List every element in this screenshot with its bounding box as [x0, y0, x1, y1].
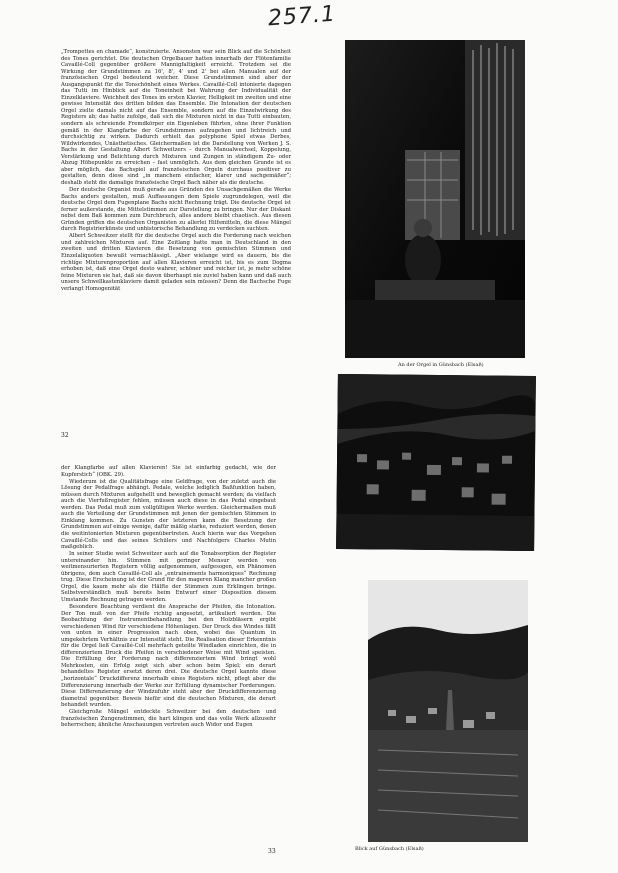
paragraph: Albert Schweitzer stellt für die deutsche Orgel auch die Forderung nach weichen und zahlreichen Mixturen auf. Eine Zeitlang hatte man in Deutschland in den zweiten und dritten Klavieren die Besetzung von gemischten Stimmen und Einzelaliquoten bewußt vernachlässigt. „Aber wielange wird es dauern, bis die richtige Mixturenproportion auf allen Klavieren erreicht ist, bis es zum Dogma erhoben ist, daß eine Orgel desto wahrer, schöner und reicher ist, je mehr schöne feine Mixturen sie hat, daß sie davon überhaupt nie zuviel haben kann und daß auch unsere Schwellkastenklaviere damit geladen sein müssen? Denn die Bachsche Fuge verlangt Homogenität [61, 233, 291, 292]
paragraph: Besondere Beachtung verdient die Ansprache der Pfeifen, die Intonation. Der Ton muß von der Pfeife richtig angesetzt, artikuliert werden. Die Beobachtung der Instrumentbehandlung bei den Holzbläsern ergibt verschiedenen Wind für verschiedene Höhenlagen. Der Druck des Windes fällt von unten in einer Progression nach oben, wobei das Quantum in umgekehrtem Verhältnis zur Intensität steht. Die Realisation dieser Erkenntnis für die Orgel ließ Cavaillé-Coll mehrfach geteilte Windladen einrichten, die in differenziertem Druck die Pfeifen in verschiedener Weise mit Wind speisten. Die Erfüllung der Forderung nach differenziertem Wind bringt wohl Mehrkosten, ein Erfolg zeigt sich aber schon beim Spiel; ein derart behandeltes Register ersetzt deren drei. Die deutsche Orgel kannte diese „horizontale“ Druckdifferenz innerhalb eines Registers nicht, pflegt aber die Differenzierung innerhalb der Werke zur Erfüllung dynamischer Forderungen. Diese Differenzierung der Windzufuhr steht aber der Druckdifferenzierung diametral gegenüber. Beweis hiefür sind die deutschen Mixturen, die derart behandelt wurden. [61, 603, 276, 709]
paragraph: Gleichgroße Mängel entdeckte Schweitzer bei den deutschen und französischen Zungenstimmen, die hart klingen und das volle Werk allzusehr beherrschen; ähnliche Anschauungen vertreten auch Widor und Eugen [61, 709, 276, 729]
landscape-photo [368, 580, 528, 842]
organ-photo [345, 40, 525, 358]
paragraph: „Trompettes en chamade“, konstruierte. Ansonsten war sein Blick auf die Schönheit des Tones gerichtet. Die deutschen Orgelbauer hatten innerhalb der Flötenfamilie Cavaillé-Coll gegenüber größere Mannigfaltigkeit erreicht. Trotzdem sei die Wirkung der Grundstimmen zu 16', 8', 4' und 2' bei allen Manualen auf der französischen Orgel bedeutend weicher. Diese Grundstimmen sind aber der Ausgangspunkt für die Tonschönheit eines Werkes. Cavaillé-Coll intonierte dagegen das Tutti im Hinblick auf die Toneinheit bei Wahrung der Individualität der Einzelklaviere. Weichheit des Tones im ersten Klavier, Helligkeit im zweiten und eine gewisse Intensität des dritten bilden das Ensemble. Die Intonation der deutschen Orgel zielte damals nicht auf das Ensemble, sondern auf die Einzelwirkung des Registers ab; das hatte zufolge, daß sich die Mixturen nicht in das Tutti einbauten, sondern als schreiende Fremdkörper ein Eigenleben führten, ohne ihrer Funktion gemäß in der Klangfarbe der Grundstimmen aufzugehen und lichtreich und durchsichtig zu wirken. Dadurch erhielt das polyphone Spiel etwas Derbes, Wildwirkendes, Unästhetisches. Gleichermaßen ist die Darstellung von Werken J. S. Bachs in der Gestaltung Albert Schweitzers – durch Manualwechsel, Koppelung, Verstärkung und Belichtung durch Mixturen und Zungen in ständigem Zu- oder Abzug Höhepunkte zu erreichen – fast unmöglich. Aus dem gleichen Grunde ist es aber möglich, das Bachspiel auf französischen Orgeln durchaus positiver zu gestalten, denn diese sind „in manchem einfacher, klarer und sachgemäßer“; deshalb steht die damalige französische Orgel Bach näher als die deutsche. [61, 49, 291, 186]
paragraph: Der deutsche Organist muß gerade aus Gründen des Unsachgemäßen die Werke Bachs anders gestalten, muß Auffassungen dem Spiele zugrundelegen, weil die deutsche Orgel dem Fugenplane Bachs nicht Rechnung trägt. Die deutsche Orgel ist ferner außerstande, die Mittelstimmen zur Darstellung zu bringen. Nur der Diskant nebst dem Baß kommen zum Durchbruch, alles andere bleibt chaotisch. Aus diesen Gründen griffen die deutschen Organisten zu allerlei Hilfsmitteln, die diese Mängel durch Registrierkünste und unhistorische Behandlung zu verdecken suchten. [61, 186, 291, 233]
photo-caption: Blick auf Günsbach (Elsaß) [355, 846, 424, 852]
photo-caption: An der Orgel in Günsbach (Elsaß) [398, 362, 484, 368]
paragraph: Wiederum ist die Qualitätsfrage eine Geldfrage, von der zuletzt auch die Lösung der Pedalfrage abhängt. Pedale, welche lediglich Baßfunktion haben, müssen durch Mixturen aufgehellt und beweglich gemacht werden; da vielfach auch die Vierfußregister fehlen, müssen auch diese in das Pedal eingebaut werden. Das Pedal muß zum vollgültigen Werke werden. Gleichermaßen muß auch die Verteilung der Grundstimmen mit jenen der gemischten Stimmen in Einklang kommen. Zu Gunsten der letzteren kann die Besetzung der Grundstimmen auf einige wenige, dafür mäßig starke, reduziert werden, denen die weitintonierten Mixturen gegenübertreten. Auch hierin war das Vorgehen Cavaillé-Colls und das seines Schülers und Nachfolgers Charles Mutin maßgeblich. [61, 478, 276, 551]
village-photo [336, 374, 536, 551]
right-page-text-column [61, 465, 276, 850]
left-text-column [61, 49, 291, 429]
paragraph: In seiner Studie weist Schweitzer auch auf die Tonabsorption der Register untereinander hin. Stimmen mit geringer Mensur werden von weitmensurierten Registern völlig aufgenommen, aufgesogen, ein Phänomen übrigens, dem auch Cavaillé-Coll als „entrainements harmoniques“ Rechnung trug. Diese Erscheinung ist der Grund für den mageren Klang mancher großen Orgel, die kaum mehr als die Hälfte der Stimmen zum Erklingen bringe. Selbstverständlich muß bereits beim Entwurf einer Disposition diesem Umstande Rechnung getragen werden. [61, 551, 276, 603]
page-number-left: 32 [61, 432, 69, 439]
handwritten-note: 257.1 [267, 1, 337, 32]
page-number-right: 33 [268, 848, 276, 855]
paragraph: der Klangfarbe auf allen Klavieren! Sie ist einfarbig gedacht, wie der Kupferstich“ (OBK. 29). [61, 465, 276, 478]
